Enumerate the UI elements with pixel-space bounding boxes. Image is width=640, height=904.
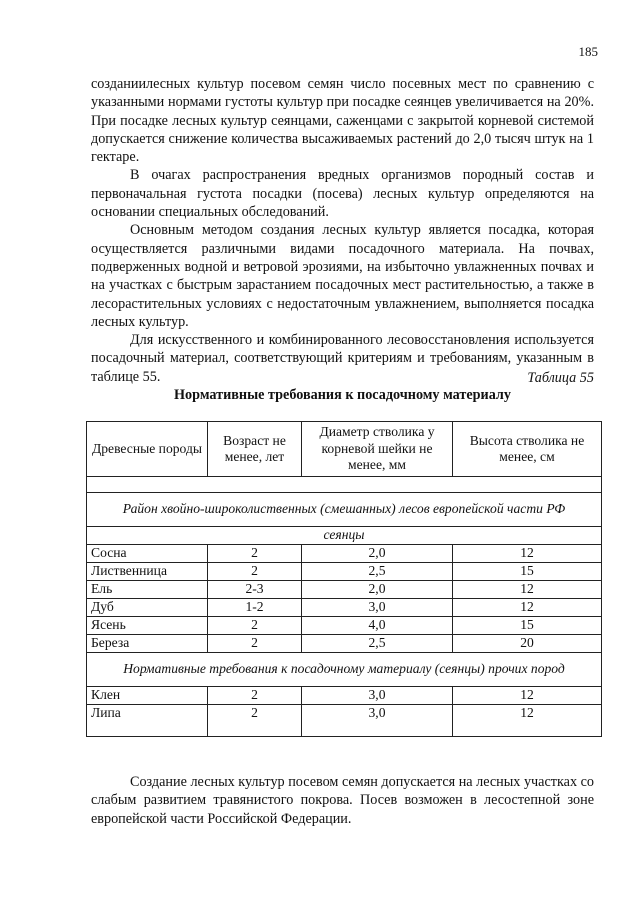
age-cell: 2: [208, 617, 302, 635]
section-1-subtitle: сеянцы: [87, 527, 602, 545]
table-row: [87, 545, 602, 563]
paragraph-1: созданиилесных культур посевом семян число посевных мест по сравнению с указанными нормами густоты культур при посадке сеянцев увеличивается на 20%. При посадке лесных культур сеянцами, саженцами с закрытой корневой системой допускается снижение количества высаживаемых растений до 2,0 тысяч штук на 1 гектаре.: [91, 76, 594, 166]
height-cell: 12: [453, 687, 602, 705]
diameter-cell: 2,5: [302, 635, 453, 653]
paragraph-3: Основным методом создания лесных культур является посадка, которая осуществляется различными видами посадочного материала. На почвах, подверженных водной и ветровой эрозиями, на избыточно увлажненных почвах и на участках с быстрым зарастанием посадочных мест растительностью, а также в лесорастительных условиях с недостаточным увлажнением, выполняется посадка лесных культур.: [91, 222, 594, 330]
table-row: [87, 635, 602, 653]
species-cell: Дуб: [87, 599, 208, 617]
table-caption: Таблица 55: [527, 370, 594, 386]
age-cell: 2: [208, 545, 302, 563]
paragraph-2: В очагах распространения вредных организмов породный состав и первоначальная густота посадки (посева) лесных культур определяются на основании специальных обследований.: [91, 167, 594, 221]
paragraph-4: Для искусственного и комбинированного лесовосстановления используется посадочный материал, соответствующий критериям и требованиям, указанным в таблице 55.: [91, 332, 594, 385]
table-row: [87, 687, 602, 705]
table-title: Нормативные требования к посадочному материалу: [174, 387, 511, 403]
table-section-row: [87, 493, 602, 527]
table-row: [87, 599, 602, 617]
height-cell: 12: [453, 705, 602, 737]
header-height: Высота стволика не менее, см: [453, 422, 602, 477]
age-cell: 2-3: [208, 581, 302, 599]
table-row: [87, 563, 602, 581]
species-cell: Липа: [87, 705, 208, 737]
diameter-cell: 2,5: [302, 563, 453, 581]
species-cell: Береза: [87, 635, 208, 653]
age-cell: 2: [208, 705, 302, 737]
header-species: Древесные породы: [87, 422, 208, 477]
table-row: [87, 581, 602, 599]
table-section-row: [87, 527, 602, 545]
height-cell: 15: [453, 563, 602, 581]
diameter-cell: 3,0: [302, 687, 453, 705]
height-cell: 15: [453, 617, 602, 635]
section-2-title: Нормативные требования к посадочному материалу (сеянцы) прочих пород: [87, 653, 602, 687]
age-cell: 2: [208, 687, 302, 705]
bottom-text: [91, 773, 594, 828]
species-cell: Лиственница: [87, 563, 208, 581]
height-cell: 12: [453, 545, 602, 563]
species-cell: Сосна: [87, 545, 208, 563]
diameter-cell: 4,0: [302, 617, 453, 635]
table-row: [87, 705, 602, 737]
species-cell: Ель: [87, 581, 208, 599]
section-1-title: Район хвойно-широколиственных (смешанных) лесов европейской части РФ: [87, 493, 602, 527]
header-diameter: Диаметр стволика у корневой шейки не менее, мм: [302, 422, 453, 477]
table-section-row: [87, 653, 602, 687]
table-spacer-row: [87, 477, 602, 493]
diameter-cell: 2,0: [302, 581, 453, 599]
paragraph-5: Создание лесных культур посевом семян допускается на лесных участках со слабым развитием травянистого покрова. Посев возможен в лесостепной зоне европейской части Российской Федерации.: [91, 774, 594, 827]
diameter-cell: 3,0: [302, 599, 453, 617]
age-cell: 1-2: [208, 599, 302, 617]
height-cell: 12: [453, 599, 602, 617]
species-cell: Ясень: [87, 617, 208, 635]
age-cell: 2: [208, 635, 302, 653]
height-cell: 20: [453, 635, 602, 653]
species-cell: Клен: [87, 687, 208, 705]
diameter-cell: 3,0: [302, 705, 453, 737]
page-number: 185: [578, 44, 598, 59]
header-age: Возраст не менее, лет: [208, 422, 302, 477]
table-row: [87, 617, 602, 635]
norms-table: [86, 421, 602, 737]
table-header-row: [87, 422, 602, 477]
body-text: [91, 75, 594, 386]
age-cell: 2: [208, 563, 302, 581]
height-cell: 12: [453, 581, 602, 599]
diameter-cell: 2,0: [302, 545, 453, 563]
